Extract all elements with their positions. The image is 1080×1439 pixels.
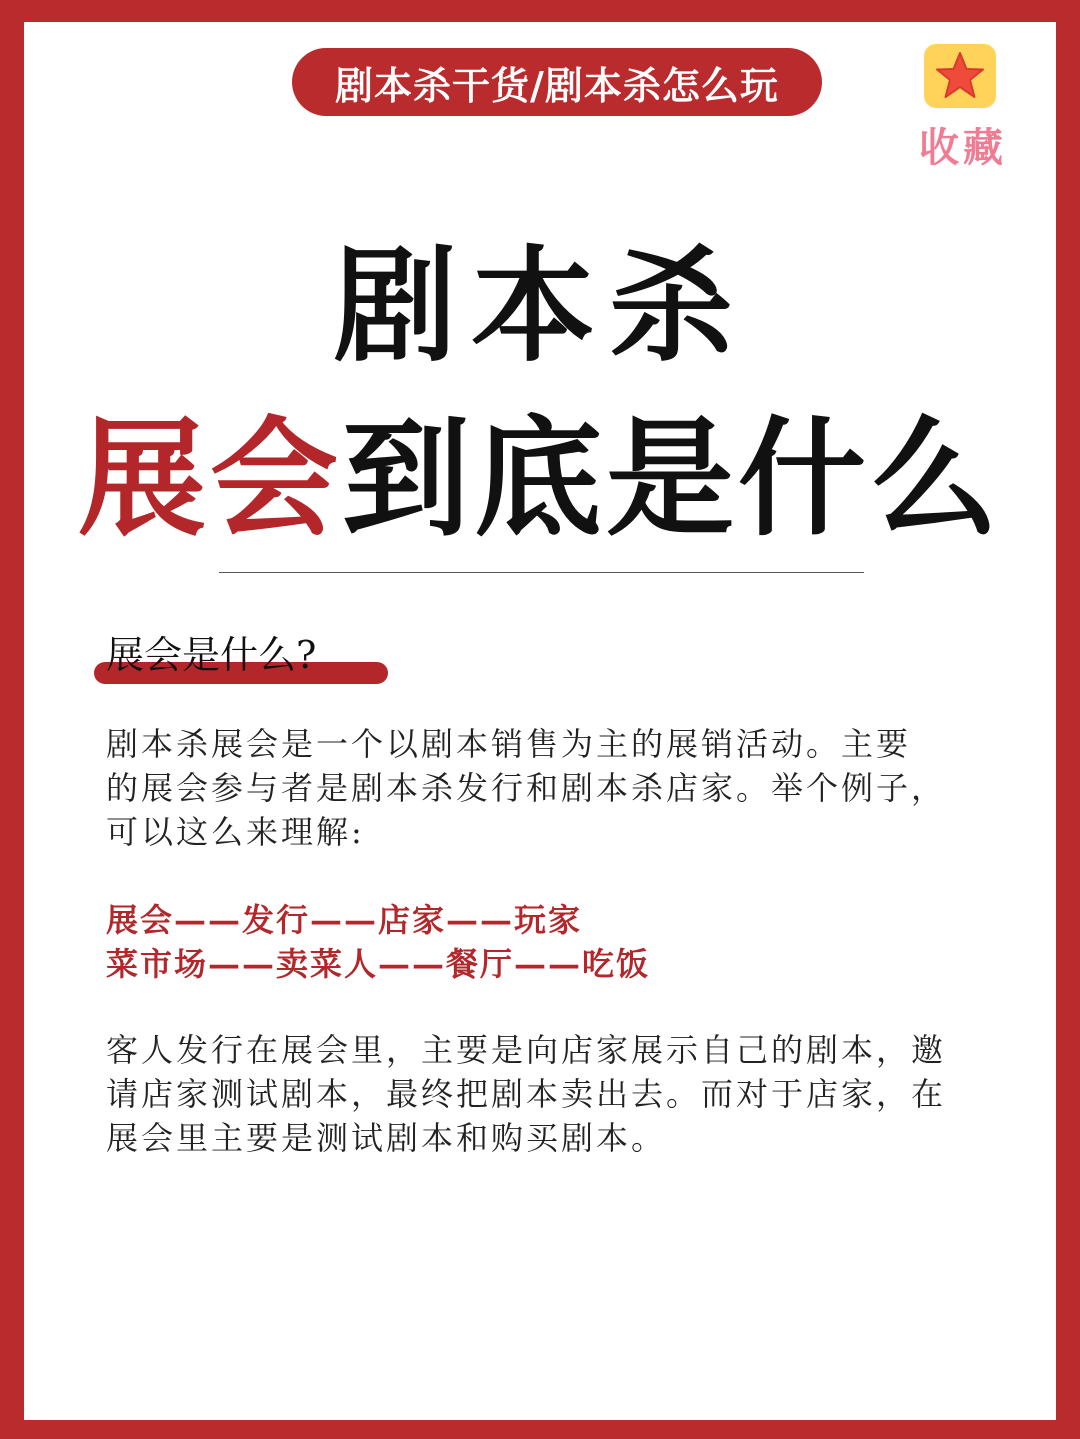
intro-paragraph — [106, 722, 986, 854]
text-line: 的展会参与者是剧本杀发行和剧本杀店家。举个例子， — [106, 769, 947, 807]
favorite-button[interactable] — [908, 44, 1028, 174]
detail-paragraph — [106, 1028, 986, 1160]
category-pill: 剧本杀干货/剧本杀怎么玩 — [292, 48, 822, 116]
title-highlight: 展会 — [77, 405, 342, 554]
text-line: 剧本杀展会是一个以剧本销售为主的展销活动。主要 — [106, 725, 912, 763]
main-title-line1: 剧本杀 — [332, 235, 747, 379]
title-rest: 到底是什么 — [342, 405, 1003, 554]
text-line: 可以这么来理解: — [106, 813, 365, 851]
analogy-paragraph — [106, 898, 986, 986]
content-card — [24, 22, 1056, 1420]
section-heading — [94, 624, 414, 690]
favorite-label: 收藏 — [919, 125, 1007, 171]
main-title-line2 — [50, 400, 1030, 560]
text-line: 客人发行在展会里，主要是向店家展示自己的剧本，邀 — [106, 1031, 947, 1069]
divider — [219, 572, 864, 573]
text-line: 菜市场——卖菜人——餐厅——吃饭 — [106, 945, 651, 983]
text-line: 展会——发行——店家——玩家 — [106, 901, 583, 939]
star-icon — [924, 44, 996, 108]
text-line: 请店家测试剧本，最终把剧本卖出去。而对于店家，在 — [106, 1075, 947, 1113]
section-heading-text: 展会是什么? — [106, 633, 317, 677]
text-line: 展会里主要是测试剧本和购买剧本。 — [106, 1119, 667, 1157]
